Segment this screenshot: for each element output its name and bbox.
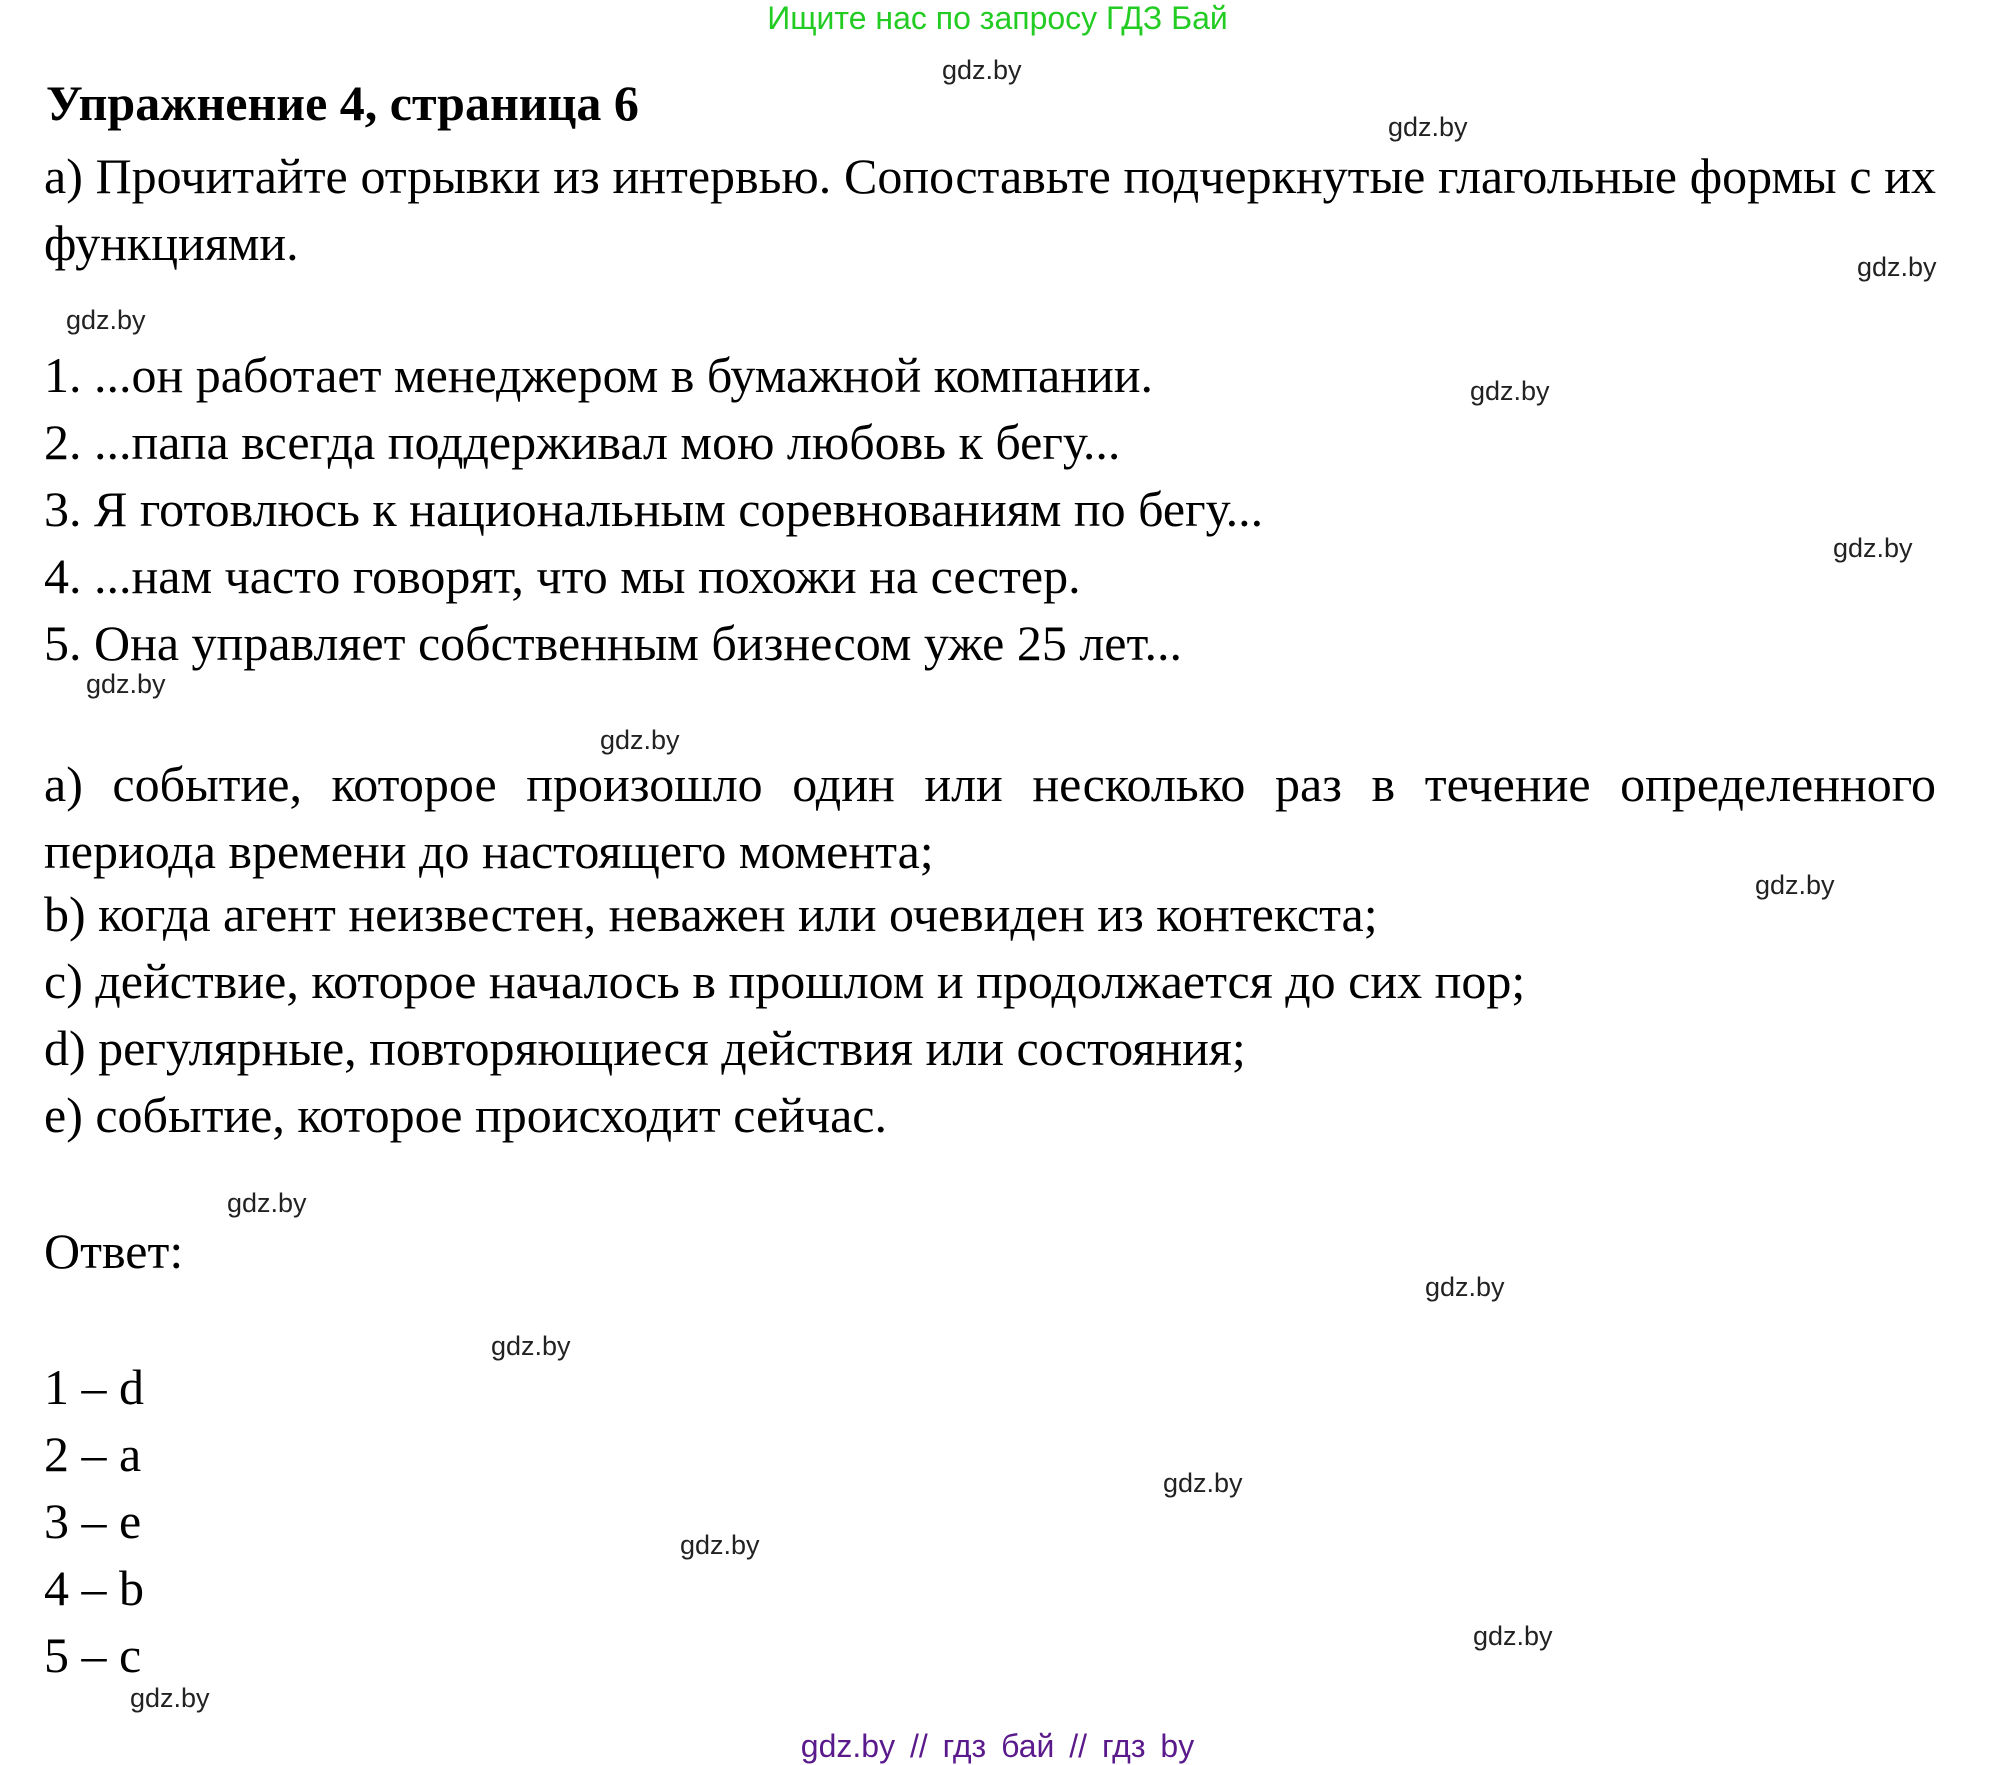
answer-1: 1 – d: [44, 1359, 144, 1415]
watermark: gdz.by: [1470, 376, 1550, 406]
watermark: gdz.by: [942, 55, 1022, 85]
function-a: а) событие, которое произошло один или несколько раз в течение определенного периода времени до настоящего момента;: [44, 756, 1936, 879]
watermark: gdz.by: [600, 725, 680, 755]
watermark: gdz.by: [680, 1530, 760, 1560]
answer-5: 5 – c: [44, 1627, 142, 1683]
sentence-5: 5. Она управляет собственным бизнесом уже 25 лет...: [44, 615, 1183, 671]
watermark: gdz.by: [1755, 870, 1835, 900]
instruction-text: а) Прочитайте отрывки из интервью. Сопоставьте подчеркнутые глагольные формы с их функциями.: [44, 148, 1936, 271]
watermark: gdz.by: [491, 1331, 571, 1361]
footer-links: gdz.by // гдз бай // гдз by: [800, 1728, 1195, 1764]
watermark: gdz.by: [1833, 533, 1913, 563]
function-b: b) когда агент неизвестен, неважен или очевиден из контекста;: [44, 886, 1378, 942]
watermark: gdz.by: [227, 1188, 307, 1218]
answer-label: Ответ:: [44, 1223, 184, 1279]
answer-2: 2 – a: [44, 1426, 142, 1482]
sentence-3: 3. Я готовлюсь к национальным соревнованиям по бегу...: [44, 481, 1264, 537]
exercise-title: Упражнение 4, страница 6: [46, 75, 639, 131]
function-d: d) регулярные, повторяющиеся действия или состояния;: [44, 1020, 1246, 1076]
sentence-2: 2. ...папа всегда поддерживал мою любовь к бегу...: [44, 414, 1121, 470]
watermark: gdz.by: [1857, 252, 1937, 282]
watermark: gdz.by: [1163, 1468, 1243, 1498]
watermark: gdz.by: [66, 305, 146, 335]
function-c: c) действие, которое началось в прошлом и продолжается до сих пор;: [44, 953, 1526, 1009]
watermark: gdz.by: [130, 1683, 210, 1713]
sentence-4: 4. ...нам часто говорят, что мы похожи на сестер.: [44, 548, 1081, 604]
watermark: gdz.by: [1388, 112, 1468, 142]
function-e: e) событие, которое происходит сейчас.: [44, 1087, 887, 1143]
search-banner: Ищите нас по запросу ГДЗ Бай: [767, 0, 1228, 36]
watermark: gdz.by: [1425, 1272, 1505, 1302]
sentence-1: 1. ...он работает менеджером в бумажной компании.: [44, 347, 1153, 403]
watermark: gdz.by: [86, 669, 166, 699]
answer-4: 4 – b: [44, 1560, 144, 1616]
watermark: gdz.by: [1473, 1621, 1553, 1651]
answer-3: 3 – e: [44, 1493, 142, 1549]
